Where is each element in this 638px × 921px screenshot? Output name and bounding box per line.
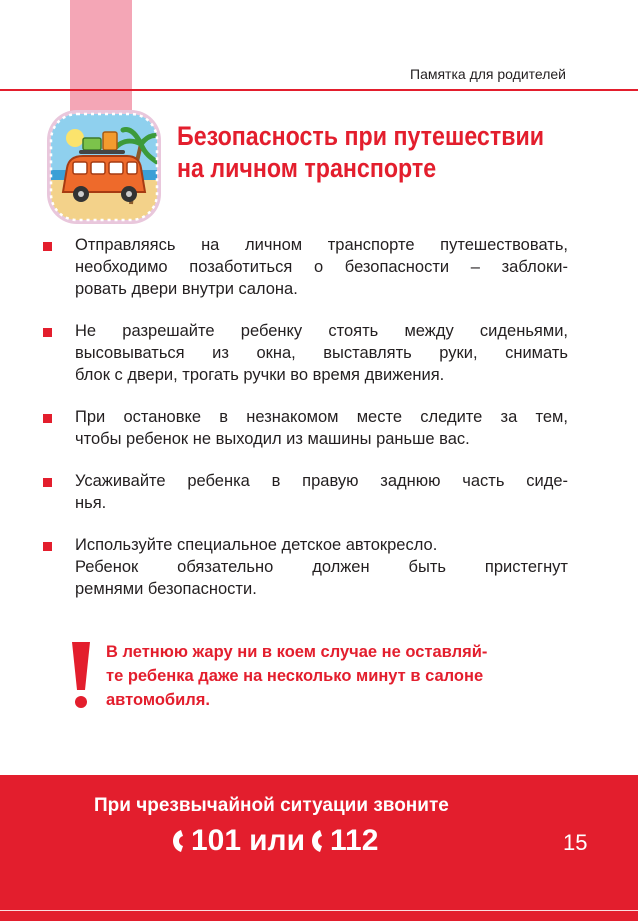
advice-list xyxy=(43,234,568,620)
text-line: Используйте специальное детское автокресло. xyxy=(75,536,438,554)
text-line: Не разрешайте ребенку стоять между сиденьями, xyxy=(75,322,568,340)
header-label: Памятка для родителей xyxy=(410,66,566,82)
emergency-heading: При чрезвычайной ситуации звоните xyxy=(94,795,449,816)
phone-separator: или xyxy=(249,824,306,857)
emergency-numbers xyxy=(172,824,378,858)
exclamation-icon xyxy=(68,640,94,710)
list-item xyxy=(43,470,568,514)
text-line: При остановке в незнакомом месте следите за тем, xyxy=(75,408,568,426)
bullet-square-icon xyxy=(43,414,52,423)
emergency-footer xyxy=(0,775,638,921)
text-line: необходимо позаботиться о безопасности – заблоки- xyxy=(75,258,568,276)
text-line: ровать двери внутри салона. xyxy=(75,280,298,298)
list-item-text xyxy=(75,406,568,450)
bullet-square-icon xyxy=(43,328,52,337)
text-line: те ребенка даже на несколько минут в салоне xyxy=(106,667,484,685)
text-line: высовываться из окна, выставлять руки, снимать xyxy=(75,344,568,362)
header-divider xyxy=(0,89,638,91)
list-item xyxy=(43,534,568,600)
list-item xyxy=(43,234,568,300)
bullet-square-icon xyxy=(43,542,52,551)
text-line: Усаживайте ребенка в правую заднюю часть сиде- xyxy=(75,472,568,490)
text-line: Отправляясь на личном транспорте путешествовать, xyxy=(75,236,568,254)
list-item-text xyxy=(75,534,568,600)
list-item xyxy=(43,320,568,386)
warning-text xyxy=(106,640,568,712)
text-line: Ребенок обязательно должен быть пристегнут xyxy=(75,558,568,576)
text-line: автомобиля. xyxy=(106,691,210,709)
bullet-square-icon xyxy=(43,242,52,251)
list-item-text xyxy=(75,470,568,514)
page-number: 15 xyxy=(563,830,588,855)
list-item xyxy=(43,406,568,450)
page-title xyxy=(177,120,545,184)
list-item-text xyxy=(75,234,568,300)
title-line: на личном транспорте xyxy=(177,153,437,183)
title-line: Безопасность при путешествии xyxy=(177,121,545,151)
car-travel-icon xyxy=(45,108,163,226)
text-line: чтобы ребенок не выходил из машины раньше вас. xyxy=(75,430,470,448)
phone-number-101[interactable]: 101 xyxy=(191,824,242,857)
phone-icon xyxy=(172,828,188,854)
phone-icon xyxy=(311,828,327,854)
list-item-text xyxy=(75,320,568,386)
text-line: нья. xyxy=(75,494,107,512)
bullet-square-icon xyxy=(43,478,52,487)
text-line: В летнюю жару ни в коем случае не оставляй- xyxy=(106,643,488,661)
text-line: блок с двери, трогать ручки во время движения. xyxy=(75,366,445,384)
footer-divider xyxy=(0,910,638,911)
phone-number-112[interactable]: 112 xyxy=(330,824,379,857)
text-line: ремнями безопасности. xyxy=(75,580,257,598)
